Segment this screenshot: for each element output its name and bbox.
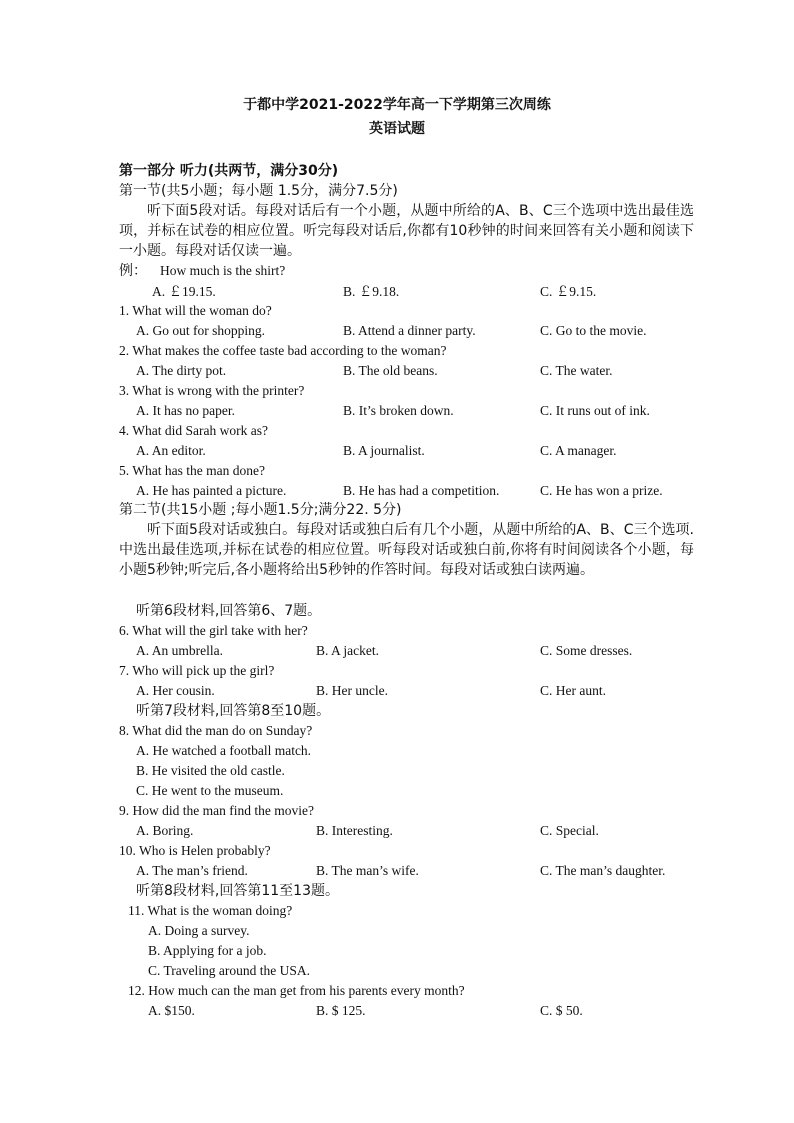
example-option-b: B. ￡9.18.: [343, 284, 400, 299]
q7-option-b: B. Her uncle.: [316, 683, 388, 698]
q6-option-a: A. An umbrella.: [136, 643, 223, 658]
question-7: 7. Who will pick up the girl?: [119, 663, 275, 678]
example-option-c: C. ￡9.15.: [540, 284, 597, 299]
question-8: 8. What did the man do on Sunday?: [119, 723, 313, 738]
q1-option-b: B. Attend a dinner party.: [343, 323, 476, 338]
q3-option-b: B. It’s broken down.: [343, 403, 454, 418]
q3-option-a: A. It has no paper.: [136, 403, 235, 418]
question-12: 12. How much can the man get from his parents every month?: [128, 983, 465, 998]
q12-option-c: C. $ 50.: [540, 1003, 583, 1018]
q5-option-a: A. He has painted a picture.: [136, 483, 287, 498]
exam-subtitle: 英语试题: [369, 121, 425, 137]
question-6: 6. What will the girl take with her?: [119, 623, 308, 638]
material-7-note: 听第7段材料,回答第8至10题。: [136, 703, 331, 719]
question-9: 9. How did the man find the movie?: [119, 803, 314, 818]
q6-option-b: B. A jacket.: [316, 643, 379, 658]
section2-heading: 第二节(共15小题 ;每小题1.5分;满分22. 5分): [119, 502, 402, 518]
example-question: How much is the shirt?: [160, 263, 286, 278]
q9-option-c: C. Special.: [540, 823, 599, 838]
q2-option-a: A. The dirty pot.: [136, 363, 227, 378]
exam-title: 于都中学2021-2022学年高一下学期第三次周练: [243, 97, 551, 113]
question-10: 10. Who is Helen probably?: [119, 843, 271, 858]
q10-option-b: B. The man’s wife.: [316, 863, 419, 878]
q4-option-b: B. A journalist.: [343, 443, 425, 458]
question-1: 1. What will the woman do?: [119, 303, 272, 318]
q2-option-c: C. The water.: [540, 363, 613, 378]
question-11: 11. What is the woman doing?: [128, 903, 293, 918]
q8-option-b: B. He visited the old castle.: [136, 763, 285, 778]
question-2: 2. What makes the coffee taste bad according to the woman?: [119, 343, 447, 358]
q11-option-a: A. Doing a survey.: [148, 923, 250, 938]
material-8-note: 听第8段材料,回答第11至13题。: [136, 883, 339, 899]
question-3: 3. What is wrong with the printer?: [119, 383, 305, 398]
q12-option-a: A. $150.: [148, 1003, 195, 1018]
q6-option-c: C. Some dresses.: [540, 643, 633, 658]
q4-option-a: A. An editor.: [136, 443, 206, 458]
q2-option-b: B. The old beans.: [343, 363, 438, 378]
q10-option-a: A. The man’s friend.: [136, 863, 248, 878]
q5-option-c: C. He has won a prize.: [540, 483, 663, 498]
q9-option-a: A. Boring.: [136, 823, 194, 838]
q1-option-c: C. Go to the movie.: [540, 323, 647, 338]
section1-heading: 第一节(共5小题；每小题 1.5分，满分7.5分): [119, 183, 398, 199]
q9-option-b: B. Interesting.: [316, 823, 393, 838]
q11-option-b: B. Applying for a job.: [148, 943, 267, 958]
example-label: 例：: [119, 263, 147, 279]
q7-option-c: C. Her aunt.: [540, 683, 606, 698]
part1-heading: 第一部分 听力(共两节，满分30分): [119, 163, 339, 179]
q11-option-c: C. Traveling around the USA.: [148, 963, 310, 978]
material-6-note: 听第6段材料,回答第6、7题。: [136, 603, 322, 619]
q8-option-c: C. He went to the museum.: [136, 783, 284, 798]
example-option-a: A. ￡19.15.: [152, 284, 216, 299]
question-5: 5. What has the man done?: [119, 463, 265, 478]
q12-option-b: B. $ 125.: [316, 1003, 366, 1018]
section2-instructions: 听下面5段对话或独白。每段对话或独白后有几个小题，从题中所给的A、B、C三个选项.中选出最佳选项,并标在试卷的相应位置。听每段对话或独白前,你将有时间阅读各个小题，每小题5秒钟;听完后,各小题将给出5秒钟的作答时间。每段对话或独白读两遍。: [119, 522, 694, 578]
q5-option-b: B. He has had a competition.: [343, 483, 500, 498]
q7-option-a: A. Her cousin.: [136, 683, 215, 698]
section1-instructions: 听下面5段对话。每段对话后有一个小题，从题中所给的A、B、C三个选项中选出最佳选项，并标在试卷的相应位置。听完每段对话后,你都有10秒钟的时间来回答有关小题和阅读下一小题。每段对话仅读一遍。: [119, 203, 694, 259]
q10-option-c: C. The man’s daughter.: [540, 863, 666, 878]
question-4: 4. What did Sarah work as?: [119, 423, 268, 438]
q4-option-c: C. A manager.: [540, 443, 617, 458]
q1-option-a: A. Go out for shopping.: [136, 323, 265, 338]
q3-option-c: C. It runs out of ink.: [540, 403, 650, 418]
q8-option-a: A. He watched a football match.: [136, 743, 312, 758]
